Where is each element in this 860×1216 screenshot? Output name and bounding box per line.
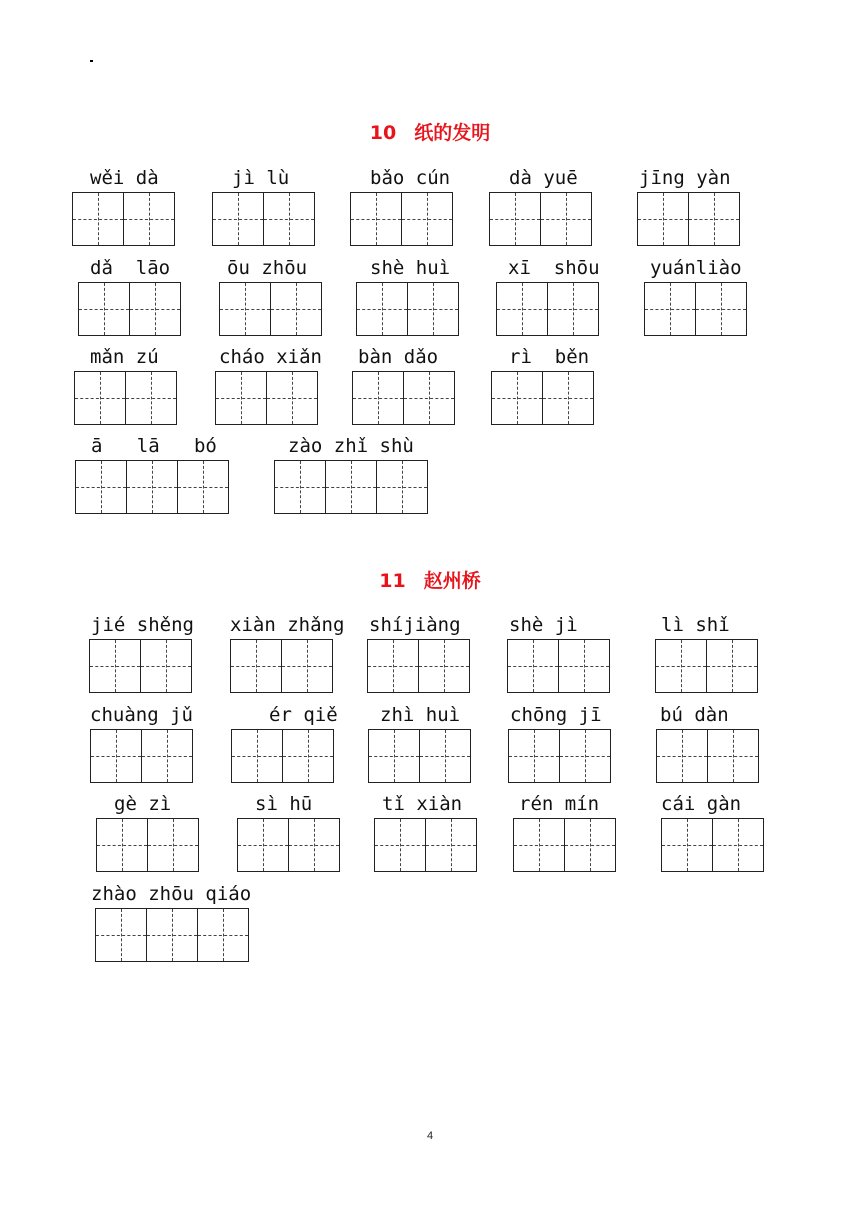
writing-grid	[507, 639, 609, 693]
word-item	[96, 792, 198, 872]
tianzige-box[interactable]	[507, 639, 559, 693]
tianzige-box[interactable]	[177, 460, 229, 514]
tianzige-box[interactable]	[215, 371, 267, 425]
tianzige-box[interactable]	[230, 639, 282, 693]
tianzige-box[interactable]	[72, 192, 124, 246]
writing-grid	[350, 192, 452, 246]
pinyin-label: zhào zhōu qiáo	[91, 883, 252, 905]
writing-grid	[230, 639, 344, 693]
pinyin-label: dǎ lāo	[90, 257, 171, 279]
word-item	[274, 434, 427, 514]
word-item	[219, 256, 321, 336]
tianzige-box[interactable]	[637, 192, 689, 246]
pinyin-label: bú dàn	[660, 704, 729, 726]
tianzige-box[interactable]	[695, 282, 747, 336]
word-item	[655, 613, 757, 693]
word-item	[656, 703, 758, 783]
tianzige-box[interactable]	[425, 818, 477, 872]
word-item	[91, 882, 252, 962]
pinyin-label: ér qiě	[269, 704, 338, 726]
word-item	[90, 703, 193, 783]
page-number: 4	[426, 1130, 434, 1142]
writing-grid	[496, 282, 600, 336]
writing-grid	[78, 282, 180, 336]
writing-grid	[90, 729, 193, 783]
word-item	[496, 256, 600, 336]
tianzige-box[interactable]	[219, 282, 271, 336]
pinyin-label: bàn dǎo	[358, 346, 439, 368]
lesson-number: 10	[369, 122, 397, 144]
writing-grid	[644, 282, 746, 336]
tianzige-box[interactable]	[368, 729, 420, 783]
tianzige-box[interactable]	[237, 818, 289, 872]
word-item	[74, 345, 176, 425]
writing-grid	[656, 729, 758, 783]
tianzige-box[interactable]	[655, 639, 707, 693]
tianzige-box[interactable]	[75, 460, 127, 514]
tianzige-box[interactable]	[706, 639, 758, 693]
tianzige-box[interactable]	[401, 192, 453, 246]
tianzige-box[interactable]	[356, 282, 408, 336]
tianzige-box[interactable]	[564, 818, 616, 872]
tianzige-box[interactable]	[419, 729, 471, 783]
writing-grid	[489, 192, 591, 246]
writing-grid	[655, 639, 757, 693]
tianzige-box[interactable]	[350, 192, 402, 246]
pinyin-label: ā lā bó	[91, 435, 217, 457]
tianzige-box[interactable]	[661, 818, 713, 872]
tianzige-box[interactable]	[212, 192, 264, 246]
pinyin-label: tǐ xiàn	[382, 793, 463, 815]
word-item	[644, 256, 746, 336]
pinyin-label: yuánliào	[650, 257, 742, 279]
writing-grid	[89, 639, 194, 693]
pinyin-label: rì běn	[509, 346, 590, 368]
tianzige-box[interactable]	[288, 818, 340, 872]
word-item	[513, 792, 615, 872]
pinyin-label: xiàn zhǎng	[230, 614, 345, 636]
tianzige-box[interactable]	[644, 282, 696, 336]
word-item	[368, 703, 470, 783]
pinyin-label: jì lù	[232, 167, 290, 189]
writing-grid	[95, 908, 251, 962]
word-item	[507, 613, 609, 693]
writing-grid	[274, 460, 427, 514]
pinyin-label: shè jì	[509, 614, 578, 636]
word-item	[215, 345, 322, 425]
word-item	[350, 166, 452, 246]
tianzige-box[interactable]	[270, 282, 322, 336]
word-item	[637, 166, 739, 246]
tianzige-box[interactable]	[407, 282, 459, 336]
tianzige-box[interactable]	[513, 818, 565, 872]
word-item	[78, 256, 180, 336]
word-item	[374, 792, 476, 872]
word-item	[89, 613, 194, 693]
tianzige-box[interactable]	[418, 639, 470, 693]
tianzige-box[interactable]	[89, 639, 141, 693]
tianzige-box[interactable]	[367, 639, 419, 693]
lesson-number: 11	[379, 570, 406, 592]
writing-grid	[513, 818, 615, 872]
tianzige-box[interactable]	[707, 729, 759, 783]
writing-grid	[231, 729, 338, 783]
word-item	[212, 166, 314, 246]
pinyin-label: cái gàn	[661, 793, 742, 815]
pinyin-label: bǎo cún	[370, 167, 451, 189]
tianzige-box[interactable]	[489, 192, 541, 246]
tianzige-box[interactable]	[74, 371, 126, 425]
tianzige-box[interactable]	[376, 460, 428, 514]
tianzige-box[interactable]	[95, 908, 147, 962]
word-item	[661, 792, 763, 872]
stray-mark	[90, 60, 93, 62]
tianzige-box[interactable]	[558, 639, 610, 693]
pinyin-label: zào zhǐ shù	[288, 435, 414, 457]
pinyin-label: gè zì	[114, 793, 172, 815]
writing-grid	[661, 818, 763, 872]
tianzige-box[interactable]	[274, 460, 326, 514]
tianzige-box[interactable]	[656, 729, 708, 783]
word-item	[237, 792, 339, 872]
writing-grid	[374, 818, 476, 872]
word-item	[508, 703, 610, 783]
word-item	[491, 345, 593, 425]
writing-grid	[215, 371, 322, 425]
pinyin-label: sì hū	[255, 793, 313, 815]
tianzige-box[interactable]	[146, 908, 198, 962]
tianzige-box[interactable]	[90, 729, 142, 783]
tianzige-box[interactable]	[542, 371, 594, 425]
pinyin-label: zhì huì	[380, 704, 461, 726]
word-item	[352, 345, 454, 425]
writing-grid	[352, 371, 454, 425]
writing-grid	[75, 460, 228, 514]
lesson-name: 纸的发明	[414, 122, 491, 144]
writing-grid	[356, 282, 458, 336]
tianzige-box[interactable]	[78, 282, 130, 336]
pinyin-label: rén mín	[519, 793, 600, 815]
tianzige-box[interactable]	[96, 818, 148, 872]
word-item	[72, 166, 174, 246]
lesson-name: 赵州桥	[423, 570, 481, 592]
tianzige-box[interactable]	[281, 639, 333, 693]
pinyin-label: mǎn zú	[90, 346, 159, 368]
pinyin-label: shíjiàng	[369, 614, 461, 636]
tianzige-box[interactable]	[263, 192, 315, 246]
pinyin-label: dà yuē	[509, 167, 578, 189]
word-item	[367, 613, 469, 693]
word-item	[75, 434, 228, 514]
lesson-11-title	[0, 566, 860, 593]
tianzige-box[interactable]	[125, 371, 177, 425]
writing-grid	[637, 192, 739, 246]
writing-grid	[74, 371, 176, 425]
pinyin-label: wěi dà	[90, 167, 159, 189]
tianzige-box[interactable]	[491, 371, 543, 425]
word-item	[489, 166, 591, 246]
tianzige-box[interactable]	[141, 729, 193, 783]
pinyin-label: chuàng jǔ	[90, 704, 193, 726]
word-item	[231, 703, 338, 783]
tianzige-box[interactable]	[712, 818, 764, 872]
tianzige-box[interactable]	[231, 729, 283, 783]
pinyin-label: lì shǐ	[661, 614, 730, 636]
tianzige-box[interactable]	[688, 192, 740, 246]
lesson-10-title	[0, 118, 860, 145]
writing-grid	[212, 192, 314, 246]
tianzige-box[interactable]	[147, 818, 199, 872]
tianzige-box[interactable]	[547, 282, 599, 336]
word-item	[356, 256, 458, 336]
writing-grid	[219, 282, 321, 336]
tianzige-box[interactable]	[140, 639, 192, 693]
writing-grid	[368, 729, 470, 783]
tianzige-box[interactable]	[266, 371, 318, 425]
tianzige-box[interactable]	[540, 192, 592, 246]
tianzige-box[interactable]	[352, 371, 404, 425]
pinyin-label: jié shěng	[91, 614, 194, 636]
writing-grid	[96, 818, 198, 872]
writing-grid	[508, 729, 610, 783]
tianzige-box[interactable]	[126, 460, 178, 514]
pinyin-label: ōu zhōu	[227, 257, 308, 279]
writing-grid	[491, 371, 593, 425]
writing-grid	[237, 818, 339, 872]
tianzige-box[interactable]	[123, 192, 175, 246]
pinyin-label: shè huì	[370, 257, 451, 279]
tianzige-box[interactable]	[325, 460, 377, 514]
tianzige-box[interactable]	[496, 282, 548, 336]
pinyin-label: cháo xiǎn	[219, 346, 322, 368]
writing-grid	[72, 192, 174, 246]
tianzige-box[interactable]	[403, 371, 455, 425]
pinyin-label: jīng yàn	[639, 167, 731, 189]
tianzige-box[interactable]	[129, 282, 181, 336]
tianzige-box[interactable]	[559, 729, 611, 783]
tianzige-box[interactable]	[197, 908, 249, 962]
tianzige-box[interactable]	[508, 729, 560, 783]
writing-grid	[367, 639, 469, 693]
word-item	[230, 613, 344, 693]
tianzige-box[interactable]	[282, 729, 334, 783]
tianzige-box[interactable]	[374, 818, 426, 872]
pinyin-label: xī shōu	[508, 257, 600, 279]
pinyin-label: chōng jī	[510, 704, 602, 726]
